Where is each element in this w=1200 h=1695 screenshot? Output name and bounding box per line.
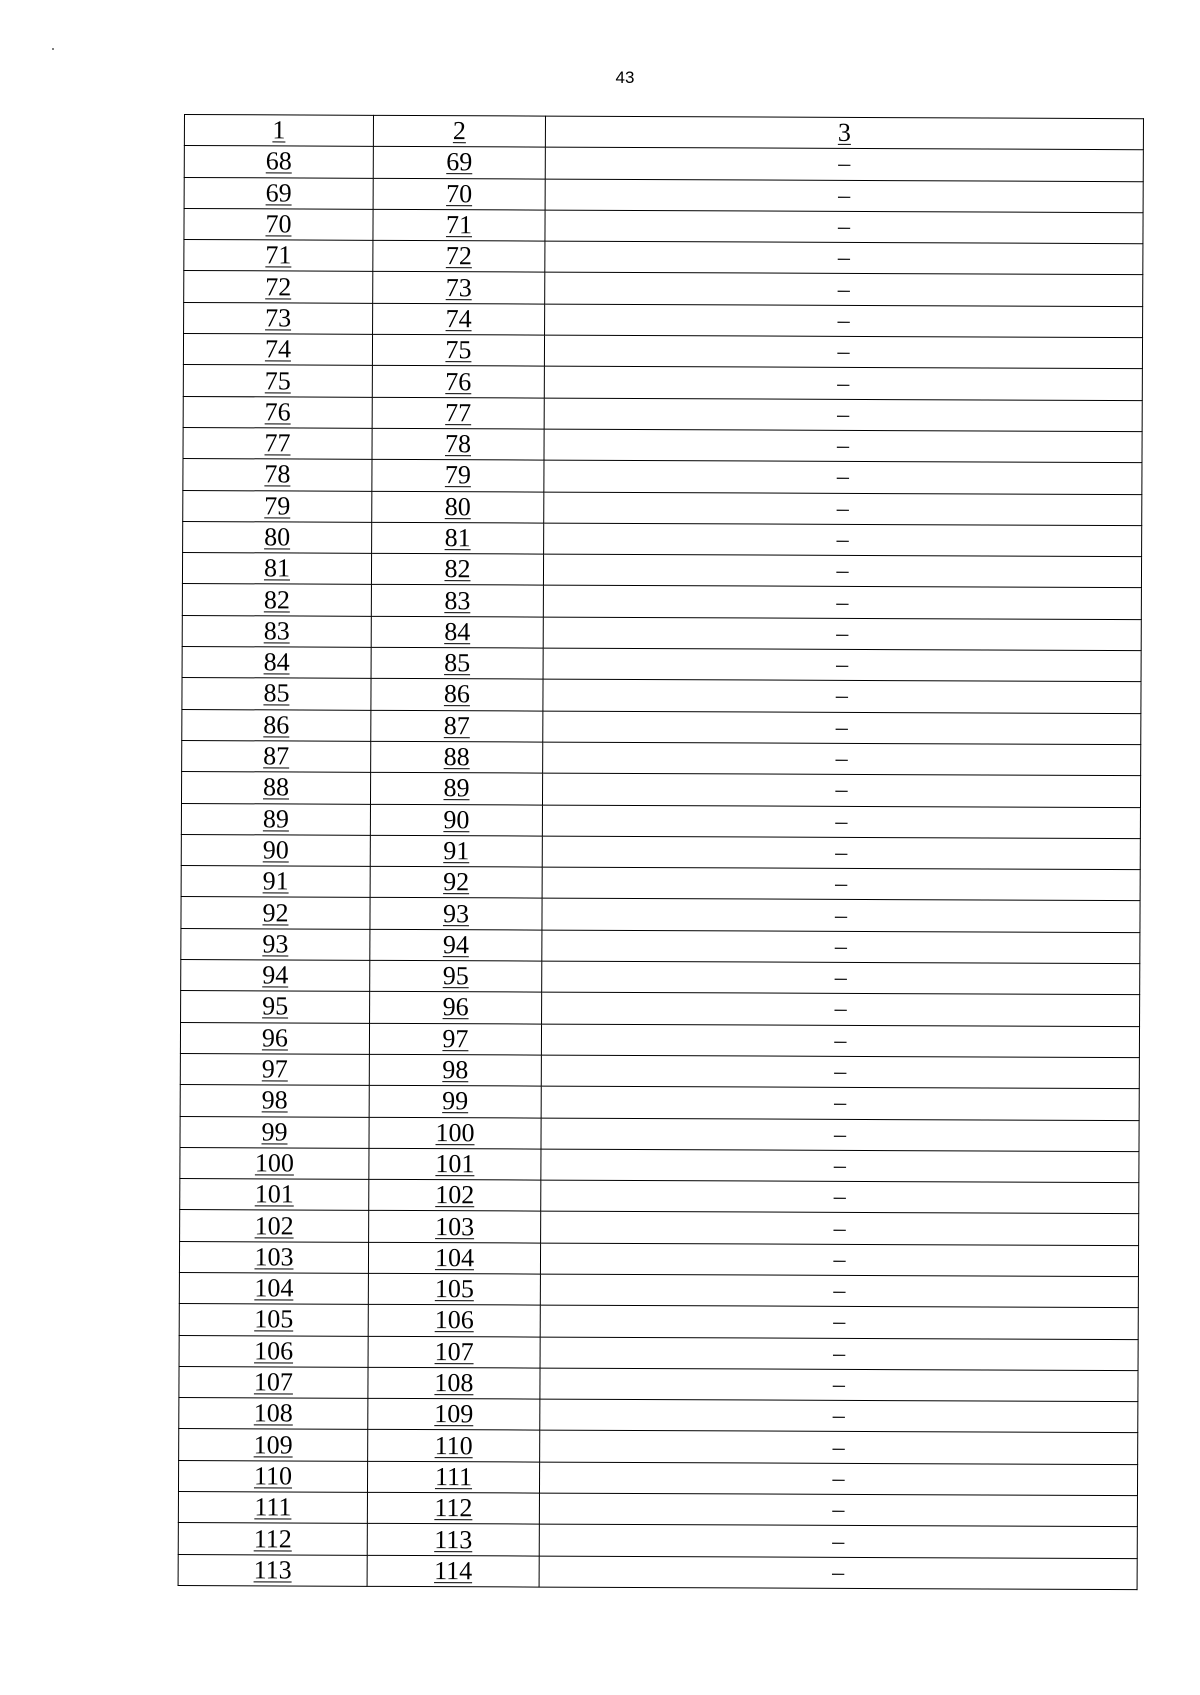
table-cell-col-1: 69 <box>184 177 373 209</box>
table-cell-col-1: 86 <box>182 709 371 741</box>
table-cell-col-2: 97 <box>369 1023 541 1055</box>
table-row <box>182 615 1141 650</box>
table-cell-col-3: – <box>541 1086 1139 1120</box>
table-cell-col-3: – <box>540 1431 1138 1465</box>
table-cell-col-3: – <box>539 1556 1137 1590</box>
table-cell-col-2: 110 <box>368 1430 540 1462</box>
table-row <box>181 834 1140 869</box>
table-cell-col-1: 70 <box>184 208 373 240</box>
table-cell-col-1: 111 <box>178 1492 367 1524</box>
table-cell-col-2: 79 <box>372 460 544 492</box>
table-cell-col-1: 112 <box>178 1523 367 1555</box>
table-row <box>181 866 1140 901</box>
table-cell-col-3: – <box>541 1118 1139 1152</box>
table-cell-col-3: – <box>543 554 1141 588</box>
table-cell-col-1: 76 <box>183 396 372 428</box>
table-cell-col-2: 103 <box>369 1211 541 1243</box>
table-cell-col-3: – <box>540 1399 1138 1433</box>
table-row <box>182 647 1141 682</box>
table-row <box>178 1460 1137 1495</box>
table-row <box>178 1492 1137 1527</box>
table-row <box>180 1022 1139 1057</box>
table-cell-col-3: – <box>545 210 1143 244</box>
table-cell-col-2: 71 <box>373 209 545 241</box>
table-row <box>181 960 1140 995</box>
table-row <box>184 208 1143 243</box>
table-cell-col-1: 107 <box>179 1366 368 1398</box>
table-cell-col-1: 96 <box>180 1022 369 1054</box>
table-cell-col-2: 105 <box>368 1273 540 1305</box>
table-cell-col-2: 90 <box>370 804 542 836</box>
table-cell-col-1: 71 <box>184 240 373 272</box>
table-cell-col-1: 73 <box>184 302 373 334</box>
table-row <box>183 459 1142 494</box>
table-row <box>179 1429 1138 1464</box>
table-cell-col-3: – <box>542 805 1140 839</box>
table-cell-col-2: 96 <box>370 992 542 1024</box>
table-cell-col-2: 76 <box>372 366 544 398</box>
table-row <box>181 991 1140 1026</box>
table-cell-col-3: – <box>540 1274 1138 1308</box>
table-cell-col-2: 80 <box>372 491 544 523</box>
table-cell-col-1: 98 <box>180 1085 369 1117</box>
table-cell-col-2: 114 <box>367 1555 539 1587</box>
table-cell-col-1: 99 <box>180 1116 369 1148</box>
table-cell-col-1: 88 <box>181 772 370 804</box>
table-cell-col-1: 87 <box>182 740 371 772</box>
table-row <box>180 1053 1139 1088</box>
table-cell-col-3: – <box>541 1149 1139 1183</box>
table-cell-col-1: 97 <box>180 1053 369 1085</box>
table-cell-col-2: 112 <box>367 1492 539 1524</box>
scan-speck <box>52 48 54 50</box>
table-cell-col-3: – <box>543 648 1141 682</box>
table-cell-col-3: – <box>539 1462 1137 1496</box>
table-row <box>179 1335 1138 1370</box>
table-cell-col-1: 89 <box>181 803 370 835</box>
table-cell-col-1: 78 <box>183 459 372 491</box>
table-cell-col-1: 74 <box>183 334 372 366</box>
table-cell-col-2: 98 <box>369 1054 541 1086</box>
table-cell-col-2: 87 <box>371 710 543 742</box>
table-row <box>183 365 1142 400</box>
table-cell-col-3: – <box>541 1211 1139 1245</box>
table-row <box>182 584 1141 619</box>
table-cell-col-3: – <box>542 961 1140 995</box>
table-cell-col-2: 106 <box>368 1305 540 1337</box>
table-cell-col-3: – <box>542 867 1140 901</box>
table-cell-col-1: 100 <box>180 1147 369 1179</box>
table-cell-col-1: 83 <box>182 615 371 647</box>
table-cell-col-3: – <box>543 742 1141 776</box>
table-cell-col-3: – <box>539 1524 1137 1558</box>
table-cell-col-2: 85 <box>371 647 543 679</box>
table-cell-col-3: – <box>539 1493 1137 1527</box>
table-cell-col-3: – <box>541 1055 1139 1089</box>
table-cell-col-1: 80 <box>183 521 372 553</box>
table-cell-col-2: 86 <box>371 679 543 711</box>
table-row <box>183 490 1142 525</box>
table-row <box>178 1523 1137 1558</box>
table-cell-col-3: – <box>545 273 1143 307</box>
table-row <box>181 897 1140 932</box>
table-cell-col-1: 113 <box>178 1554 367 1586</box>
table-cell-col-3: – <box>542 898 1140 932</box>
table-cell-col-1: 108 <box>179 1398 368 1430</box>
table-cell-col-2: 107 <box>368 1336 540 1368</box>
table-row <box>180 1147 1139 1182</box>
table-cell-col-2: 100 <box>369 1117 541 1149</box>
table-cell-col-3: – <box>545 304 1143 338</box>
table-cell-col-1: 109 <box>179 1429 368 1461</box>
table-cell-col-1: 90 <box>181 834 370 866</box>
table-cell-col-3: – <box>541 1024 1139 1058</box>
table-cell-col-3: – <box>543 711 1141 745</box>
table-cell-col-2: 111 <box>367 1461 539 1493</box>
table-cell-col-1: 84 <box>182 647 371 679</box>
table-cell-col-1: 92 <box>181 897 370 929</box>
table-cell-col-2: 72 <box>373 241 545 273</box>
table-row <box>179 1241 1138 1276</box>
table-cell-col-2: 77 <box>372 397 544 429</box>
table-row <box>184 240 1143 275</box>
table-cell-col-2: 84 <box>371 616 543 648</box>
table-cell-col-2: 70 <box>373 178 545 210</box>
table-cell-col-3: – <box>540 1243 1138 1277</box>
table-cell-col-1: 81 <box>182 553 371 585</box>
table-cell-col-2: 75 <box>372 334 544 366</box>
table-cell-col-2: 102 <box>369 1179 541 1211</box>
table-cell-col-3: – <box>542 930 1140 964</box>
table-cell-col-1: 106 <box>179 1335 368 1367</box>
table-row <box>180 1116 1139 1151</box>
table-cell-col-2: 73 <box>373 272 545 304</box>
table-row <box>180 1210 1139 1245</box>
table-row <box>179 1366 1138 1401</box>
table-cell-col-3: – <box>543 586 1141 620</box>
table-cell-col-1: 79 <box>183 490 372 522</box>
column-header-2: 2 <box>373 115 545 147</box>
table-cell-col-1: 85 <box>182 678 371 710</box>
table-cell-col-3: – <box>544 335 1142 369</box>
table-cell-col-1: 95 <box>181 991 370 1023</box>
table-cell-col-1: 94 <box>181 960 370 992</box>
table-cell-col-3: – <box>544 429 1142 463</box>
table-cell-col-2: 81 <box>372 522 544 554</box>
table-header-row <box>184 115 1143 150</box>
table-cell-col-3: – <box>545 241 1143 275</box>
table-cell-col-2: 78 <box>372 428 544 460</box>
data-table <box>178 114 1144 1590</box>
table-cell-col-2: 93 <box>370 898 542 930</box>
table-cell-col-1: 110 <box>178 1460 367 1492</box>
table-row <box>184 271 1143 306</box>
table-cell-col-2: 109 <box>368 1398 540 1430</box>
table-cell-col-3: – <box>544 460 1142 494</box>
table-cell-col-1: 82 <box>182 584 371 616</box>
table-cell-col-2: 69 <box>373 147 545 179</box>
table-row <box>184 146 1143 181</box>
table-row <box>182 678 1141 713</box>
table-row <box>182 740 1141 775</box>
table-cell-col-2: 88 <box>371 741 543 773</box>
table-cell-col-2: 82 <box>371 553 543 585</box>
table-row <box>180 1179 1139 1214</box>
table-row <box>181 928 1140 963</box>
table-cell-col-2: 113 <box>367 1524 539 1556</box>
column-header-1: 1 <box>184 115 373 147</box>
table-cell-col-3: – <box>540 1305 1138 1339</box>
table-cell-col-3: – <box>543 679 1141 713</box>
table-cell-col-3: – <box>542 992 1140 1026</box>
table-row <box>179 1272 1138 1307</box>
table-cell-col-3: – <box>542 773 1140 807</box>
table-cell-col-3: – <box>544 366 1142 400</box>
table-cell-col-3: – <box>542 836 1140 870</box>
table-cell-col-1: 102 <box>180 1210 369 1242</box>
table-row <box>179 1304 1138 1339</box>
table-row <box>184 177 1143 212</box>
table-row <box>182 553 1141 588</box>
table-row <box>183 427 1142 462</box>
table-row <box>180 1085 1139 1120</box>
table-cell-col-3: – <box>540 1337 1138 1371</box>
table-cell-col-1: 105 <box>179 1304 368 1336</box>
table-cell-col-1: 101 <box>180 1179 369 1211</box>
table-cell-col-3: – <box>541 1180 1139 1214</box>
table-cell-col-3: – <box>543 617 1141 651</box>
table-row <box>183 334 1142 369</box>
table-cell-col-3: – <box>540 1368 1138 1402</box>
table-cell-col-1: 104 <box>179 1272 368 1304</box>
table-row <box>183 521 1142 556</box>
table-cell-col-2: 83 <box>371 585 543 617</box>
table-cell-col-3: – <box>545 147 1143 181</box>
table-row <box>183 396 1142 431</box>
table-cell-col-1: 91 <box>181 866 370 898</box>
table-cell-col-2: 108 <box>368 1367 540 1399</box>
table-body <box>178 115 1143 1590</box>
table-cell-col-1: 103 <box>179 1241 368 1273</box>
table-cell-col-1: 75 <box>183 365 372 397</box>
table-row <box>182 709 1141 744</box>
table-cell-col-3: – <box>544 492 1142 526</box>
table-row <box>181 803 1140 838</box>
table-row <box>178 1554 1137 1589</box>
table-cell-col-2: 74 <box>373 303 545 335</box>
table-cell-col-2: 95 <box>370 960 542 992</box>
table-cell-col-2: 104 <box>368 1242 540 1274</box>
table-cell-col-1: 72 <box>184 271 373 303</box>
table-cell-col-1: 77 <box>183 427 372 459</box>
table-cell-col-2: 101 <box>369 1148 541 1180</box>
table-row <box>181 772 1140 807</box>
table-cell-col-2: 99 <box>369 1086 541 1118</box>
table-row <box>184 302 1143 337</box>
table-cell-col-2: 92 <box>370 866 542 898</box>
table-cell-col-1: 68 <box>184 146 373 178</box>
table-cell-col-3: – <box>544 398 1142 432</box>
column-header-3: 3 <box>545 116 1143 150</box>
table-cell-col-1: 93 <box>181 928 370 960</box>
table-cell-col-3: – <box>544 523 1142 557</box>
table-row <box>179 1398 1138 1433</box>
table-cell-col-3: – <box>545 179 1143 213</box>
table-cell-col-2: 89 <box>370 773 542 805</box>
page-number: 43 <box>615 68 635 87</box>
table-cell-col-2: 94 <box>370 929 542 961</box>
table-cell-col-2: 91 <box>370 835 542 867</box>
